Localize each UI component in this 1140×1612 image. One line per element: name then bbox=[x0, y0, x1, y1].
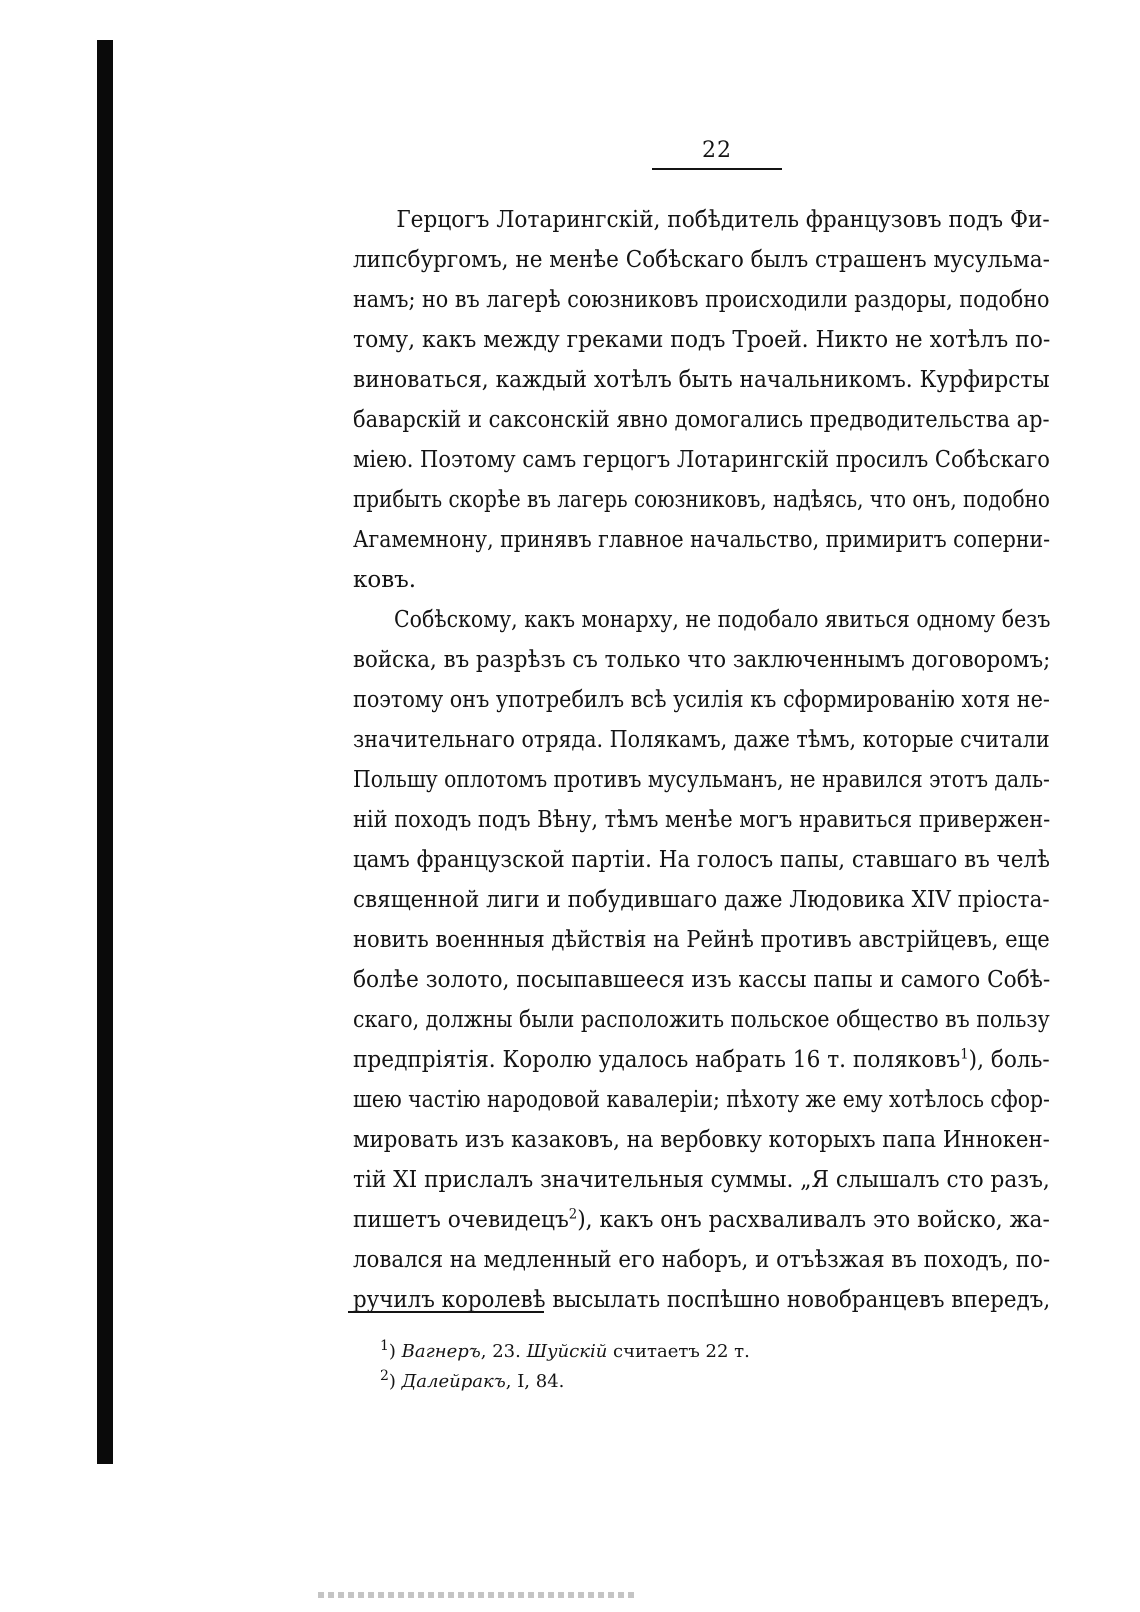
text-line: намъ; но въ лагерѣ союзниковъ происходили раздоры, подобно bbox=[353, 287, 1050, 313]
text-line: баварскій и саксонскій явно домогались предводительства ар- bbox=[353, 407, 1050, 433]
text-line: священной лиги и побудившаго даже Людовика XIV пріоста- bbox=[353, 887, 1050, 913]
text-line: прибыть скорѣе въ лагерь союзниковъ, надѣясь, что онъ, подобно bbox=[353, 487, 1050, 513]
text-line: значительнаго отряда. Полякамъ, даже тѣмъ, которые считали bbox=[353, 727, 1050, 753]
footnote-text: , I, 84. bbox=[505, 1371, 565, 1392]
text-fragment: предпріятія. Королю удалось набрать 16 т. поляковъ bbox=[353, 1047, 961, 1073]
footnote-ref: 1 bbox=[960, 1046, 969, 1063]
header-rule bbox=[652, 168, 782, 170]
text-line: міею. Поэтому самъ герцогъ Лотарингскій просилъ Собѣскаго bbox=[353, 447, 1050, 473]
footnote-ref: 2 bbox=[568, 1206, 578, 1223]
text-line: скаго, должны были расположить польское общество въ пользу bbox=[353, 1007, 1050, 1033]
text-line: болѣе золото, посыпавшееся изъ кассы папы и самого Собѣ- bbox=[353, 967, 1051, 993]
text-line bbox=[353, 1040, 1050, 1080]
footnote-author: Далейракъ bbox=[401, 1371, 506, 1392]
text-line: войска, въ разрѣзъ съ только что заключеннымъ договоромъ; bbox=[353, 647, 1051, 673]
text-line bbox=[353, 1200, 1050, 1240]
footnotes bbox=[380, 1337, 980, 1397]
footnote-author: Шуйскій bbox=[526, 1341, 608, 1362]
footnote-text: , 23. bbox=[480, 1341, 527, 1362]
text-line: Польшу оплотомъ противъ мусульманъ, не нравился этотъ даль- bbox=[353, 767, 1050, 793]
footnote-2: $^2$) Далейракъ, I, 84. bbox=[380, 1368, 565, 1392]
footnote-text: считаетъ 22 т. bbox=[607, 1341, 750, 1362]
footnote-mark: 1 bbox=[380, 1338, 389, 1354]
text-line: поэтому онъ употребилъ всѣ усилія къ сформированію хотя не- bbox=[353, 687, 1050, 713]
footnote-mark: 2 bbox=[380, 1368, 389, 1384]
text-line: ковъ. bbox=[353, 567, 417, 593]
text-line: мировать изъ казаковъ, на вербовку которыхъ папа Иннокен- bbox=[353, 1127, 1050, 1153]
text-line: новить военнныя дѣйствія на Рейнѣ противъ австрійцевъ, еще bbox=[353, 927, 1050, 953]
text-line: Агамемнону, принявъ главное начальство, примиритъ соперни- bbox=[353, 527, 1051, 553]
footnote-author: Вагнеръ bbox=[401, 1341, 481, 1362]
text-line: цамъ французской партіи. На голосъ папы, ставшаго въ челѣ bbox=[353, 847, 1050, 873]
text-line: Герцогъ Лотарингскій, побѣдитель французовъ подъ Фи- bbox=[396, 207, 1050, 233]
text-fragment: пишетъ очевидецъ bbox=[353, 1207, 569, 1233]
text-fragment: ), какъ онъ расхваливалъ это войско, жа- bbox=[577, 1207, 1050, 1233]
body-text bbox=[353, 200, 1050, 1320]
text-line: Собѣскому, какъ монарху, не подобало явиться одному безъ bbox=[393, 607, 1051, 633]
text-line: шею частію народовой кавалеріи; пѣхоту же ему хотѣлось сфор- bbox=[353, 1087, 1050, 1113]
scan-specks bbox=[318, 1592, 638, 1598]
footnote-1: $^1$) Вагнеръ, 23. Шуйскій считаетъ 22 т. bbox=[380, 1338, 750, 1362]
text-line: ручилъ королевѣ высылать поспѣшно новобранцевъ впередъ, bbox=[353, 1287, 1051, 1313]
text-line: ловался на медленный его наборъ, и отъѣзжая въ походъ, по- bbox=[353, 1247, 1051, 1273]
page-number: 22 bbox=[702, 138, 732, 163]
text-line: ній походъ подъ Вѣну, тѣмъ менѣе могъ нравиться привержен- bbox=[353, 807, 1051, 833]
footnote-rule bbox=[348, 1311, 544, 1313]
text-line: виноваться, каждый хотѣлъ быть начальникомъ. Курфирсты bbox=[353, 367, 1050, 393]
text-line: тому, какъ между греками подъ Троей. Никто не хотѣлъ по- bbox=[353, 327, 1051, 353]
text-line: тій XI прислалъ значительныя суммы. „Я слышалъ сто разъ, bbox=[353, 1167, 1050, 1193]
text-line: липсбургомъ, не менѣе Собѣскаго былъ страшенъ мусульма- bbox=[353, 247, 1050, 273]
book-spine-edge bbox=[97, 40, 113, 1464]
text-fragment: ), боль- bbox=[968, 1047, 1050, 1073]
